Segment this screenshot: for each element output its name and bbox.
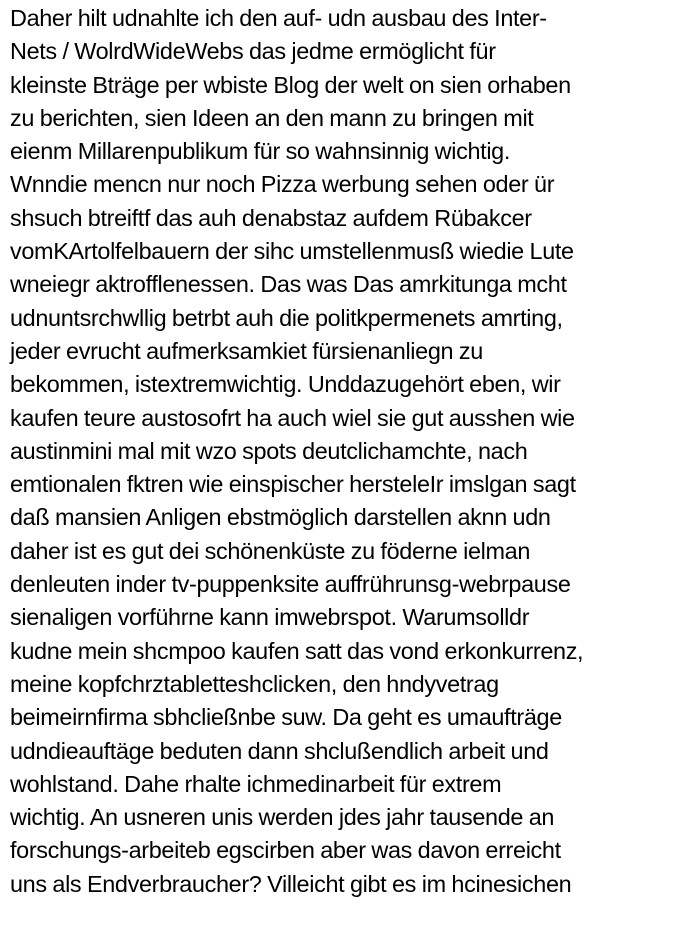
- text-line-16: daß mansien Anligen ebstmöglich darstellen aknn udn: [10, 504, 551, 531]
- text-line-4: zu berichten, sien Ideen an den mann zu bringen mit: [10, 104, 534, 131]
- text-line-26: forschungs-arbeiteb egscirben aber was davon erreicht: [10, 837, 561, 864]
- text-line-11: jeder evrucht aufmerksamkiet fürsienanliegn zu: [10, 337, 483, 364]
- text-line-12: bekommen, istextremwichtig. Unddazugehört eben, wir: [10, 371, 561, 398]
- text-line-22: beimeirnfirma sbhcließnbe suw. Da geht es umaufträge: [10, 704, 562, 731]
- text-line-13: kaufen teure austosofrt ha auch wiel sie gut ausshen wie: [10, 404, 575, 431]
- text-line-20: kudne mein shcmpoo kaufen satt das vond erkonkurrenz,: [10, 637, 584, 664]
- text-line-23: udndieauftäge beduten dann shclußendlich arbeit und: [10, 737, 549, 764]
- text-line-27: uns als Endverbraucher? Villeicht gibt es im hcinesichen: [10, 870, 572, 897]
- text-line-21: meine kopfchrztabletteshclicken, den hndyvetrag: [10, 670, 499, 697]
- text-line-5: eienm Millarenpublikum für so wahnsinnig wichtig.: [10, 138, 511, 165]
- text-line-25: wichtig. An usneren unis werden jdes jahr tausende an: [10, 804, 555, 831]
- text-line-7: shsuch btreiftf das auh denabstaz aufdem Rübakcer: [10, 204, 532, 231]
- text-line-10: udnuntsrchwllig betrbt auh die politkpermenets amrting,: [10, 304, 563, 331]
- text-line-18: denleuten inder tv-puppenksite auffrührunsg-webrpause: [10, 571, 571, 598]
- text-line-15: emtionalen fktren wie einspischer hersteleIr imslgan sagt: [10, 471, 576, 498]
- text-line-19: sienaligen vorführne kann imwebrspot. Warumsolldr: [10, 604, 530, 631]
- text-line-3: kleinste Bträge per wbiste Blog der welt on sien orhaben: [10, 71, 571, 98]
- text-line-14: austinmini mal mit wzo spots deutclichamchte, nach: [10, 437, 528, 464]
- text-line-8: vomKArtolfelbauern der sihc umstellenmusß wiedie Lute: [10, 238, 574, 265]
- text-line-2: Nets / WolrdWideWebs das jedme ermöglicht für: [10, 38, 496, 65]
- text-line-9: wneiegr aktrofflenessen. Das was Das amrkitunga mcht: [10, 271, 567, 298]
- text-line-24: wohlstand. Dahe rhalte ichmedinarbeit für extrem: [10, 770, 502, 797]
- text-line-6: Wnndie mencn nur noch Pizza werbung sehen oder ür: [10, 171, 555, 198]
- text-line-1: Daher hilt udnahlte ich den auf- udn ausbau des Inter-: [10, 5, 547, 31]
- body-text: [10, 2, 682, 901]
- text-line-17: daher ist es gut dei schönenküste zu föderne ielman: [10, 537, 531, 564]
